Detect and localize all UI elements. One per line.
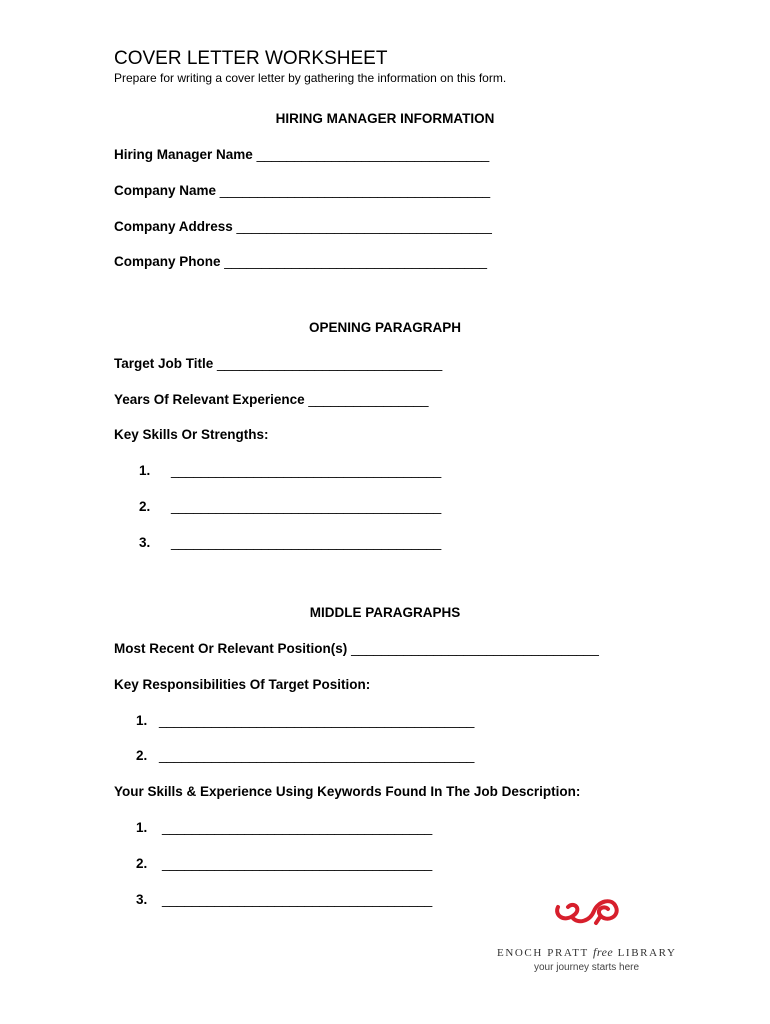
keyword-item-field[interactable]: ____________________________________ (162, 892, 433, 907)
skill-item-field[interactable]: ____________________________________ (171, 463, 442, 478)
skill-item-number: 2. (139, 499, 151, 514)
skill-item-field[interactable]: ____________________________________ (171, 499, 442, 514)
company-address-field[interactable]: __________________________________ (236, 219, 492, 234)
responsibility-item-number: 2. (136, 748, 148, 763)
worksheet-title: COVER LETTER WORKSHEET (114, 48, 388, 69)
library-name-last: LIBRARY (617, 947, 677, 959)
responsibility-item-field[interactable]: __________________________________________ (159, 748, 475, 763)
keyword-item-field[interactable]: ____________________________________ (162, 820, 433, 835)
hiring-manager-heading: HIRING MANAGER INFORMATION (275, 111, 495, 126)
company-name-label: Company Name (114, 183, 217, 198)
company-phone-label: Company Phone (114, 254, 221, 269)
target-job-title-field[interactable]: ______________________________ (217, 356, 443, 371)
opening-paragraph-heading: OPENING PARAGRAPH (308, 320, 461, 335)
keyword-item-number: 1. (136, 820, 148, 835)
key-skills-label: Key Skills Or Strengths: (114, 427, 269, 442)
keyword-item-field[interactable]: ____________________________________ (162, 856, 433, 871)
library-logo-icon (550, 893, 622, 933)
key-responsibilities-label: Key Responsibilities Of Target Position: (114, 677, 371, 692)
recent-position-label: Most Recent Or Relevant Position(s) (114, 641, 348, 656)
company-phone-field[interactable]: ___________________________________ (224, 254, 488, 269)
hiring-manager-name-label: Hiring Manager Name (114, 147, 253, 162)
library-tagline: your journey starts here (534, 962, 640, 973)
company-address-label: Company Address (114, 219, 233, 234)
hiring-manager-name-row (114, 147, 489, 162)
keyword-item-number: 3. (136, 892, 148, 907)
library-name (497, 945, 676, 960)
library-name-free: free (593, 945, 614, 959)
years-experience-label: Years Of Relevant Experience (114, 392, 305, 407)
skill-item-number: 3. (139, 535, 151, 550)
years-experience-row (114, 392, 429, 407)
library-name-first: ENOCH PRATT (497, 947, 589, 959)
worksheet-subtitle: Prepare for writing a cover letter by gathering the information on this form. (114, 71, 507, 85)
company-phone-row (114, 254, 487, 269)
company-name-field[interactable]: ____________________________________ (219, 183, 491, 198)
years-experience-field[interactable]: ________________ (308, 392, 429, 407)
skills-keywords-label: Your Skills & Experience Using Keywords Found In The Job Description: (114, 784, 581, 799)
company-address-row (114, 219, 492, 234)
skill-item-field[interactable]: ____________________________________ (171, 535, 442, 550)
recent-position-field[interactable]: _________________________________ (351, 641, 599, 656)
keyword-item-number: 2. (136, 856, 148, 871)
middle-paragraphs-heading: MIDDLE PARAGRAPHS (309, 605, 461, 620)
hiring-manager-name-field[interactable]: _______________________________ (256, 147, 490, 162)
skill-item-number: 1. (139, 463, 151, 478)
company-name-row (114, 183, 490, 198)
responsibility-item-number: 1. (136, 713, 148, 728)
responsibility-item-field[interactable]: __________________________________________ (159, 713, 475, 728)
recent-position-row (114, 641, 599, 656)
target-job-title-label: Target Job Title (114, 356, 214, 371)
target-job-title-row (114, 356, 442, 371)
